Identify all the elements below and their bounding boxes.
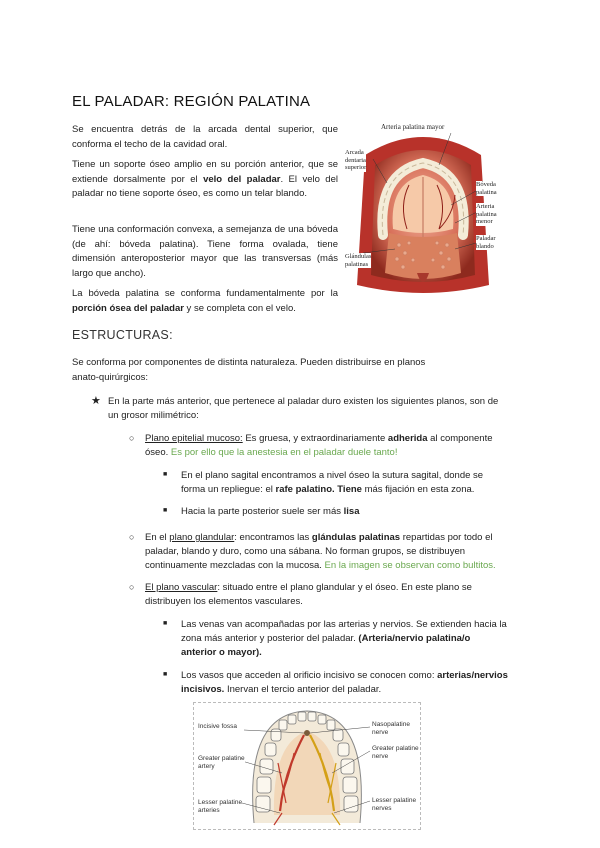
zona-text: zona más anterior y posterior del paladar.	[181, 633, 356, 644]
palate-figure-1	[343, 125, 505, 295]
label-nasopalatine-nerve	[372, 721, 410, 736]
section-intro-line-1: Se conforma por componentes de distinta naturaleza. Pueden distribuirse en planos	[72, 357, 426, 368]
epitelial-line-2	[145, 446, 397, 461]
arcada-line-3: superior	[345, 164, 367, 171]
label-greater-palatine-nerve	[372, 745, 419, 760]
epitelial-sub1-line-1: En el plano sagital encontramos a nivel óseo la sutura sagital, donde se	[181, 470, 484, 481]
plano-vascular-term: El plano vascular	[145, 582, 218, 593]
adherida-bold: adherida	[387, 433, 428, 444]
label-paladar-blando	[476, 235, 496, 250]
glandulas-palatinas-bold: glándulas palatinas	[311, 532, 401, 543]
intro-paragraph-2	[72, 158, 338, 202]
glandular-text: : encontramos las	[234, 532, 312, 543]
epitelial-text: Es gruesa, y extraordinariamente	[242, 433, 388, 444]
glandulas-line-2: palatinas	[345, 260, 369, 268]
square-bullet-icon: ■	[163, 507, 168, 514]
oseo-text: óseo.	[145, 447, 169, 458]
porcion-osea-bold: porción ósea del paladar	[72, 302, 184, 314]
square-bullet-icon: ■	[163, 620, 168, 627]
bultitos-note: En la imagen se observan como bultitos.	[321, 560, 496, 571]
arterias-nervios-bold: arterias/nervios	[437, 670, 508, 681]
intro-paragraph-3: Tiene una conformación convexa, a semejanza de una bóveda (de ahí: bóveda palatina). Tiene forma ovalada, tiene dimensión anteroposterior mayor que las transversas (más largo que ancho).	[72, 224, 338, 279]
lesser-nerve-line-2: nerves	[372, 804, 392, 812]
intro-paragraph-1: Se encuentra detrás de la arcada dental superior, que conforma el techo de la cavidad oral.	[72, 124, 338, 150]
epitelial-sub2	[181, 505, 360, 520]
greater-nerve-line-2: nerve	[372, 752, 389, 760]
nasopalatine-line-1: Nasopalatine	[372, 721, 410, 728]
anestesia-note: Es por ello que la anestesia en el paladar duele tanto!	[170, 447, 398, 458]
arteria-nervio-bold: (Arteria/nervio palatina/o	[355, 633, 471, 644]
star-bullet-icon: ★	[91, 395, 101, 407]
intro-p4-text: La bóveda palatina se conforma fundamentalmente por la	[72, 288, 338, 299]
epitelial-line-1	[145, 432, 493, 447]
glandular-line-2: paladar, blando y duro, como una sábana. No forman grupos, se distribuyen	[145, 546, 466, 557]
arteria-line-2: palatina	[476, 210, 497, 218]
label-arteria-palatina-mayor: Arteria palatina mayor	[381, 123, 445, 131]
fijacion-text: más fijación en esta zona.	[361, 484, 475, 495]
section-intro-line-2: anato-quirúrgicos:	[72, 372, 149, 383]
tiene-bold: Tiene	[334, 484, 362, 495]
label-arteria-palatina-menor	[476, 203, 497, 226]
rafe-palatino-bold: rafe palatino.	[275, 484, 335, 495]
glandulas-line-1: Glándulas	[345, 253, 372, 260]
glandular-text-end: repartidas por todo el	[400, 532, 493, 543]
paladar-line-1: Paladar	[476, 235, 496, 242]
epitelial-sub1-line-2	[181, 483, 474, 498]
orificio-text: Los vasos que acceden al orificio incisivo se conocen como:	[181, 670, 438, 681]
page-title: EL PALADAR: REGIÓN PALATINA	[72, 93, 311, 110]
paladar-line-2: blando	[476, 242, 494, 250]
vascular-line-2: distribuyen los elementos vasculares.	[145, 596, 303, 607]
boveda-line-2: palatina	[476, 188, 497, 196]
label-greater-palatine-artery	[198, 755, 245, 770]
plano-epitelial-term: Plano epitelial mucoso:	[145, 433, 243, 444]
boveda-line-1: Bóveda	[476, 181, 496, 188]
vascular-sub2-line-1	[181, 669, 508, 684]
epitelial-text-end: al componente	[427, 433, 493, 444]
lesser-nerve-line-1: Lesser palatine	[372, 797, 417, 804]
intro-p4-text-end: y se completa con el velo.	[183, 302, 296, 314]
section-title-text: ESTRUCTURAS	[72, 328, 170, 342]
square-bullet-icon: ■	[163, 671, 168, 678]
label-lesser-palatine-arteries	[198, 799, 242, 814]
section-title-estructuras	[72, 328, 173, 342]
label-glandulas-palatinas	[345, 253, 371, 268]
label-arcada-dentaria	[345, 149, 366, 172]
intro-p2-text: Tiene un soporte óseo amplio en su porción anterior, que se extiende dorsalmente por el	[72, 159, 338, 185]
vascular-text: : situado entre el plano glandular y el óseo. En este plano se	[217, 582, 472, 593]
vascular-sub1-line-1: Las venas van acompañadas por las arterias y nervios. Se extienden hacia la	[181, 619, 507, 630]
palate-figure-2	[193, 702, 421, 830]
glandular-line-3	[145, 559, 496, 574]
greater-artery-line-2: artery	[198, 762, 215, 770]
vascular-sub1-line-2	[181, 632, 470, 647]
circle-bullet-icon: ○	[129, 532, 135, 542]
nasopalatine-line-2: nerve	[372, 728, 389, 736]
intro-paragraph-4	[72, 287, 338, 316]
star-bullet-line-2: un grosor milimétrico:	[108, 410, 199, 421]
vascular-sub2-line-2	[181, 683, 381, 698]
vascular-line-1	[145, 581, 472, 596]
posterior-text: Hacia la parte posterior suele ser más	[181, 506, 344, 517]
glandular-pre: En el	[145, 532, 170, 543]
velo-del-paladar-bold: velo del paladar	[203, 173, 281, 185]
label-boveda-palatina	[476, 181, 497, 196]
arcada-line-1: Arcada	[345, 149, 364, 156]
lesser-artery-line-1: Lesser palatine	[198, 799, 243, 806]
intro-p2-text-end: . El velo del paladar no tiene soporte óseo, es como un telar blando.	[72, 173, 338, 200]
arteria-line-1: Arteria	[476, 203, 495, 210]
mucosa-text: continuamente mezcladas con la mucosa.	[145, 560, 322, 571]
tercio-text: Inervan el tercio anterior del paladar.	[224, 684, 382, 695]
lesser-artery-line-2: arteries	[198, 806, 220, 814]
label-lesser-palatine-nerves	[372, 797, 416, 812]
circle-bullet-icon: ○	[129, 582, 135, 592]
incisivos-bold: incisivos.	[181, 684, 225, 695]
plano-glandular-term: plano glandular	[169, 532, 235, 543]
arteria-line-3: menor	[476, 218, 493, 225]
repliegue-text: forma un repliegue: el	[181, 484, 276, 495]
greater-artery-line-1: Greater palatine	[198, 755, 245, 762]
section-title-colon: :	[169, 328, 173, 342]
vascular-sub1-line-3: anterior o mayor).	[181, 647, 262, 658]
greater-nerve-line-1: Greater palatine	[372, 745, 419, 752]
square-bullet-icon: ■	[163, 471, 168, 478]
glandular-line-1	[145, 531, 493, 546]
star-bullet-line-1: En la parte más anterior, que pertenece al paladar duro existen los siguientes planos, son de	[108, 396, 499, 407]
circle-bullet-icon: ○	[129, 433, 135, 443]
arcada-line-2: dentaria	[345, 156, 366, 164]
label-incisive-fossa: Incisive fossa	[198, 723, 238, 730]
lisa-bold: lisa	[343, 506, 360, 517]
